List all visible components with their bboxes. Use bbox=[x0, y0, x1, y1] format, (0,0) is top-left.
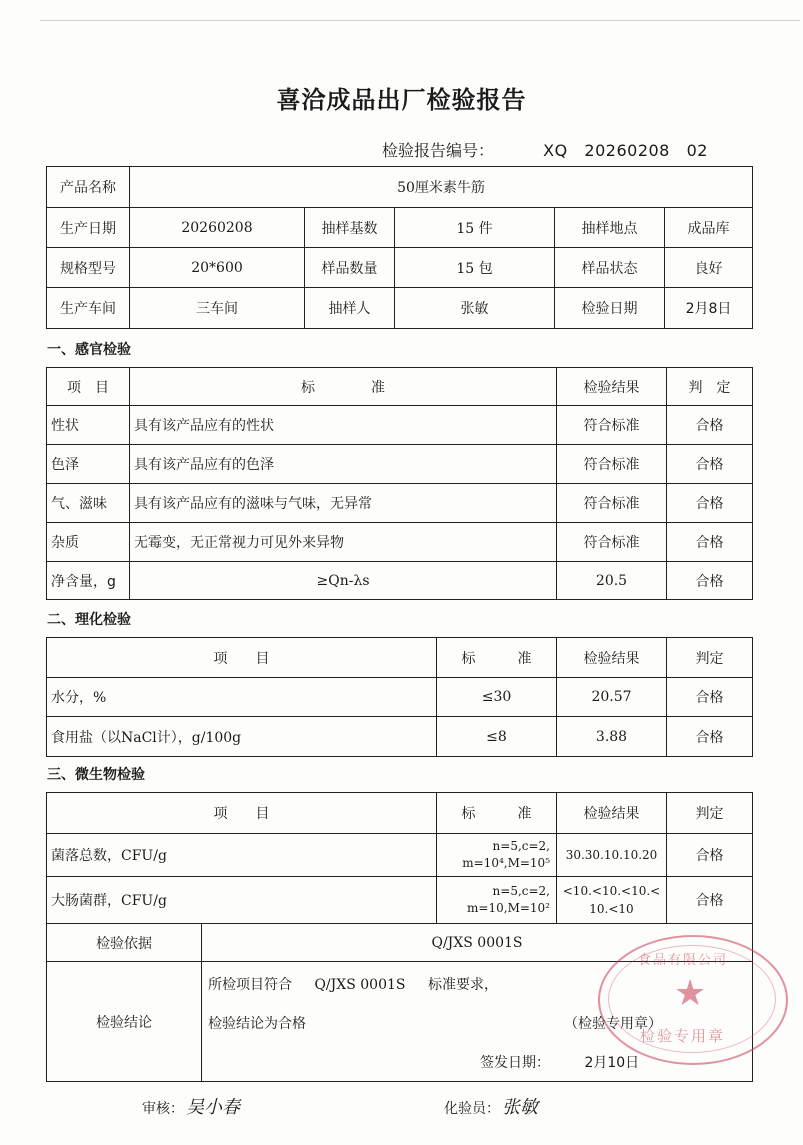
basis-value: Q/JXS 0001S bbox=[202, 924, 753, 962]
conclusion-line1 bbox=[208, 974, 498, 994]
stamp-center-text: 检验专用章 bbox=[640, 1027, 726, 1045]
sampler-label: 抽样人 bbox=[305, 288, 395, 329]
sample-state: 良好 bbox=[665, 248, 753, 288]
micro-item: 大肠菌群，CFU/g bbox=[47, 877, 437, 924]
top-rule bbox=[40, 20, 800, 21]
physchem-section-title: 二、理化检验 bbox=[47, 612, 131, 628]
sample-qty-label: 样品数量 bbox=[305, 248, 395, 288]
sensory-judge: 合格 bbox=[667, 484, 753, 523]
sensory-standard: 具有该产品应有的色泽 bbox=[130, 445, 557, 484]
micro-result: 30.30.10.10.20 bbox=[557, 834, 667, 877]
physchem-result: 3.88 bbox=[557, 717, 667, 757]
report-number bbox=[382, 138, 708, 161]
sensory-result: 符合标准 bbox=[557, 484, 667, 523]
physchem-judge: 合格 bbox=[667, 678, 753, 717]
stamp-arc-text: 食品有限公司 bbox=[638, 953, 729, 968]
sensory-header-item: 项 目 bbox=[47, 368, 130, 406]
tester-signature bbox=[444, 1093, 538, 1119]
sensory-item: 净含量，g bbox=[47, 562, 130, 600]
sensory-item: 性状 bbox=[47, 406, 130, 445]
physchem-header-standard: 标 准 bbox=[437, 638, 557, 678]
report-number-value: XQ 20260208 02 bbox=[543, 141, 708, 160]
micro-header-standard: 标 准 bbox=[437, 793, 557, 834]
reviewer-name: 吴小春 bbox=[186, 1097, 240, 1118]
sample-base-label: 抽样基数 bbox=[305, 208, 395, 248]
inspection-seal-stamp bbox=[598, 935, 788, 1065]
sensory-result: 符合标准 bbox=[557, 406, 667, 445]
conclusion-label: 检验结论 bbox=[47, 962, 202, 1082]
physchem-header-result: 检验结果 bbox=[557, 638, 667, 678]
sensory-standard: 具有该产品应有的滋味与气味，无异常 bbox=[130, 484, 557, 523]
micro-standard bbox=[437, 877, 557, 924]
physchem-item: 食用盐（以NaCl计），g/100g bbox=[47, 717, 437, 757]
sensory-item: 杂质 bbox=[47, 523, 130, 562]
issue-date bbox=[480, 1052, 639, 1072]
micro-header-result: 检验结果 bbox=[557, 793, 667, 834]
workshop-label: 生产车间 bbox=[47, 288, 130, 329]
micro-standard-line2: m=10⁴,M=10⁵ bbox=[462, 856, 550, 870]
sample-place: 成品库 bbox=[665, 208, 753, 248]
micro-standard-line1: n=5,c=2, bbox=[492, 884, 550, 898]
sensory-header-judge: 判 定 bbox=[667, 368, 753, 406]
workshop: 三车间 bbox=[130, 288, 305, 329]
micro-standard-line1: n=5,c=2, bbox=[492, 839, 550, 853]
micro-standard-line2: m=10,M=10² bbox=[467, 901, 550, 915]
issue-date-value: 2月10日 bbox=[584, 1055, 640, 1071]
tester-label: 化验员： bbox=[444, 1101, 500, 1117]
sample-state-label: 样品状态 bbox=[555, 248, 665, 288]
micro-section-title: 三、微生物检验 bbox=[47, 767, 145, 783]
product-name: 50厘米素牛筋 bbox=[130, 167, 753, 208]
sample-place-label: 抽样地点 bbox=[555, 208, 665, 248]
physchem-judge: 合格 bbox=[667, 717, 753, 757]
issue-date-label: 签发日期： bbox=[480, 1055, 550, 1071]
inspect-date: 2月8日 bbox=[665, 288, 753, 329]
conclusion-line1-b: 标准要求， bbox=[427, 977, 498, 993]
micro-header-item: 项 目 bbox=[47, 793, 437, 834]
sensory-item: 气、滋味 bbox=[47, 484, 130, 523]
spec-label: 规格型号 bbox=[47, 248, 130, 288]
sensory-judge: 合格 bbox=[667, 562, 753, 600]
info-table bbox=[46, 166, 753, 329]
physchem-item: 水分，% bbox=[47, 678, 437, 717]
physchem-result: 20.57 bbox=[557, 678, 667, 717]
report-title: 喜洽成品出厂检验报告 bbox=[276, 86, 527, 114]
physchem-header-judge: 判定 bbox=[667, 638, 753, 678]
conclusion-standard: Q/JXS 0001S bbox=[314, 977, 406, 993]
reviewer-signature bbox=[142, 1093, 240, 1119]
physchem-standard: ≤8 bbox=[437, 717, 557, 757]
micro-standard bbox=[437, 834, 557, 877]
prod-date: 20260208 bbox=[130, 208, 305, 248]
sensory-header-result: 检验结果 bbox=[557, 368, 667, 406]
sensory-judge: 合格 bbox=[667, 445, 753, 484]
physchem-standard: ≤30 bbox=[437, 678, 557, 717]
sensory-table bbox=[46, 367, 753, 600]
inspect-date-label: 检验日期 bbox=[555, 288, 665, 329]
sensory-standard: 无霉变，无正常视力可见外来异物 bbox=[130, 523, 557, 562]
micro-judge: 合格 bbox=[667, 877, 753, 924]
conclusion-line1-a: 所检项目符合 bbox=[208, 977, 292, 993]
sensory-result: 20.5 bbox=[557, 562, 667, 600]
sensory-section-title: 一、感官检验 bbox=[47, 342, 131, 358]
sample-qty: 15 包 bbox=[395, 248, 555, 288]
spec: 20*600 bbox=[130, 248, 305, 288]
basis-label: 检验依据 bbox=[47, 924, 202, 962]
seal-text: （检验专用章） bbox=[564, 1016, 662, 1032]
micro-header-judge: 判定 bbox=[667, 793, 753, 834]
physchem-header-item: 项 目 bbox=[47, 638, 437, 678]
physchem-table bbox=[46, 637, 753, 757]
micro-result: <10.<10.<10.<10.<10 bbox=[557, 877, 667, 924]
sensory-standard: 具有该产品应有的性状 bbox=[130, 406, 557, 445]
conclusion-line2: 检验结论为合格 bbox=[208, 1016, 306, 1032]
star-icon: ★ bbox=[674, 973, 707, 1014]
sensory-header-standard: 标 准 bbox=[130, 368, 557, 406]
sensory-item: 色泽 bbox=[47, 445, 130, 484]
micro-item: 菌落总数，CFU/g bbox=[47, 834, 437, 877]
sample-base: 15 件 bbox=[395, 208, 555, 248]
sensory-result: 符合标准 bbox=[557, 445, 667, 484]
sensory-judge: 合格 bbox=[667, 406, 753, 445]
micro-judge: 合格 bbox=[667, 834, 753, 877]
sensory-standard: ≥Qn-λs bbox=[130, 562, 557, 600]
report-number-label: 检验报告编号： bbox=[382, 141, 495, 160]
reviewer-label: 审核： bbox=[142, 1101, 184, 1117]
product-name-label: 产品名称 bbox=[47, 167, 130, 208]
sampler: 张敏 bbox=[395, 288, 555, 329]
prod-date-label: 生产日期 bbox=[47, 208, 130, 248]
sensory-judge: 合格 bbox=[667, 523, 753, 562]
sensory-result: 符合标准 bbox=[557, 523, 667, 562]
tester-name: 张敏 bbox=[502, 1097, 538, 1118]
